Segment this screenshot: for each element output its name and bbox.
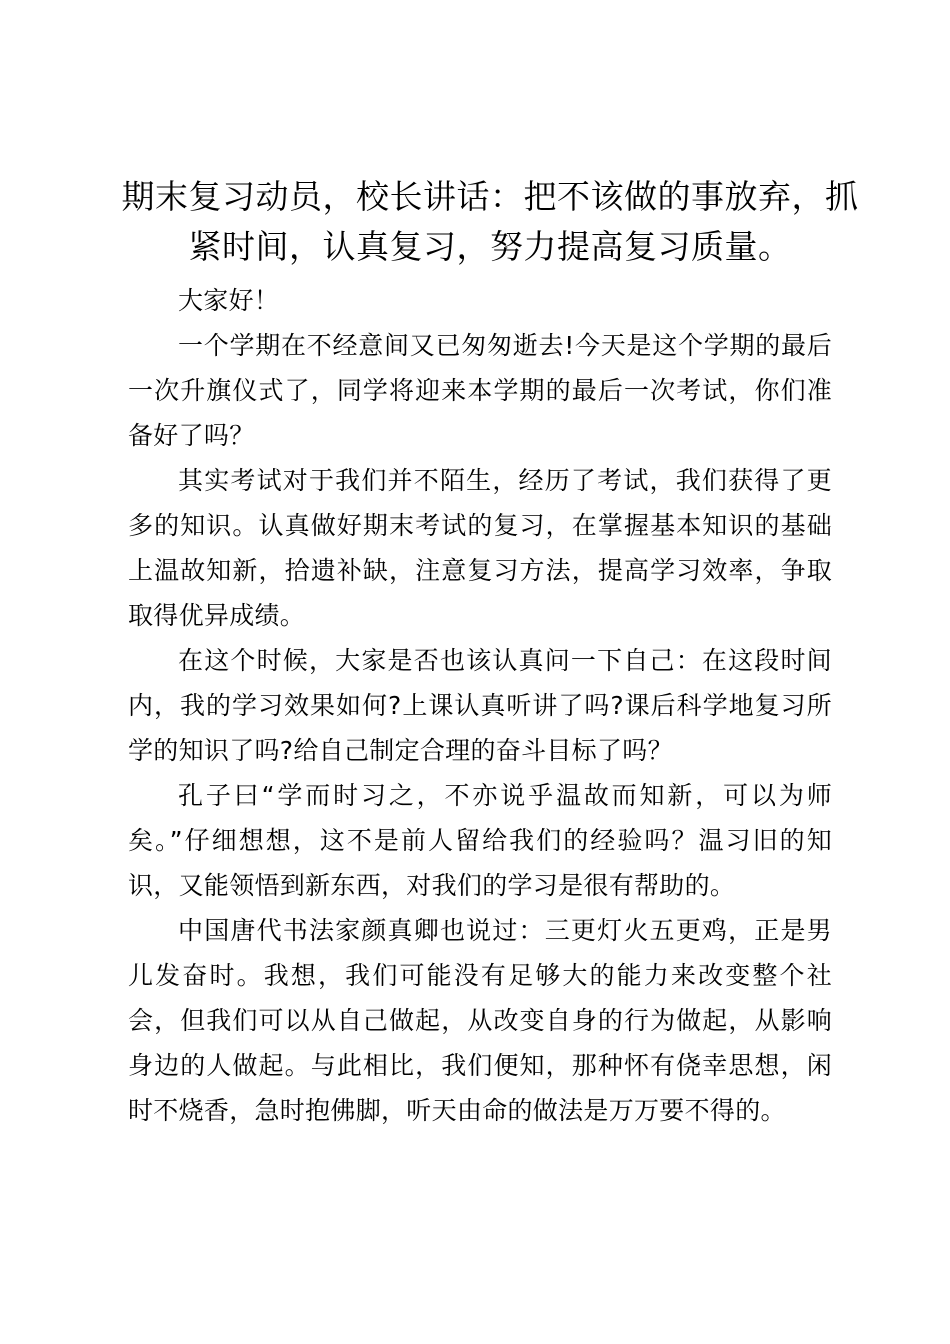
paragraph: 一个学期在不经意间又已匆匆逝去!今天是这个学期的最后一次升旗仪式了，同学将迎来本学期的最后一次考试，你们准备好了吗？ [128,331,832,450]
paragraph: 在这个时候，大家是否也该认真问一下自己：在这段时间内，我的学习效果如何?上课认真听讲了吗?课后科学地复习所学的知识了吗?给自己制定合理的奋斗目标了吗？ [128,646,832,765]
paragraph: 中国唐代书法家颜真卿也说过：三更灯火五更鸡，正是男儿发奋时。我想，我们可能没有足够大的能力来改变整个社会，但我们可以从自己做起，从改变自身的行为做起，从影响身边的人做起。与此相比，我们便知，那种怀有侥幸思想，闲时不烧香，急时抱佛脚，听天由命的做法是万万要不得的。 [128,916,832,1125]
paragraph: 孔子曰“学而时习之，不亦说乎温故而知新，可以为师矣。”仔细想想，这不是前人留给我们的经验吗？温习旧的知识，又能领悟到新东西，对我们的学习是很有帮助的。 [128,781,832,900]
document-body [128,278,832,1133]
document-title: 期末复习动员，校长讲话：把不该做的事放弃，抓紧时间，认真复习，努力提高复习质量。 [121,177,859,266]
paragraph-greeting: 大家好！ [178,286,280,315]
paragraph: 其实考试对于我们并不陌生，经历了考试，我们获得了更多的知识。认真做好期末考试的复习，在掌握基本知识的基础上温故知新，拾遗补缺，注意复习方法，提高学习效率，争取取得优异成绩。 [128,466,832,630]
